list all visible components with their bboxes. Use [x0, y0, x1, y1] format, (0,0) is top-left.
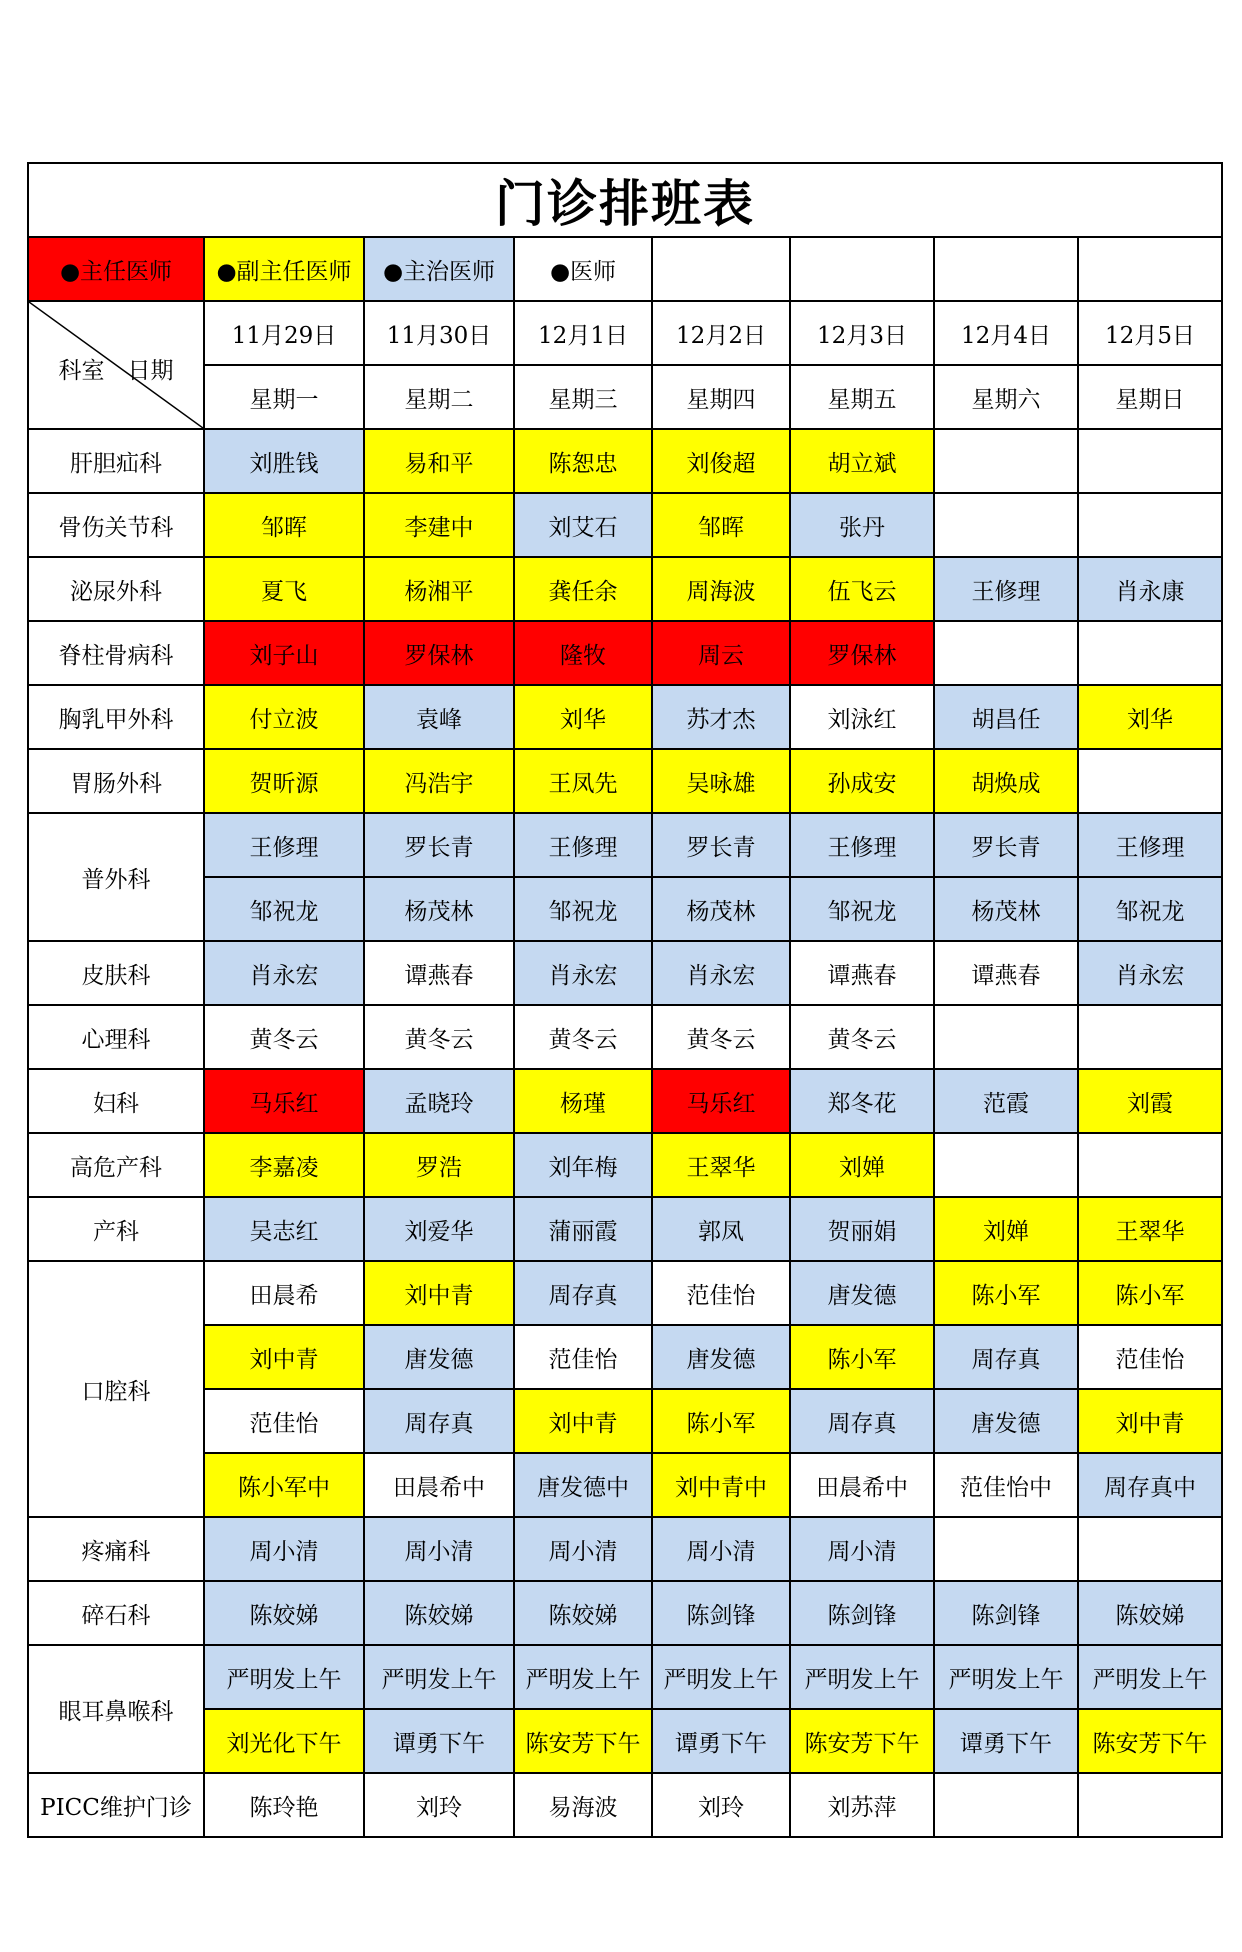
doctor-cell: 刘华 [1078, 685, 1222, 749]
doctor-cell: 周存真中 [1078, 1453, 1222, 1517]
doctor-cell: 陈玲艳 [204, 1773, 364, 1837]
date-header: 12月4日 [934, 301, 1078, 365]
doctor-cell: 马乐红 [652, 1069, 790, 1133]
doctor-cell: 刘中青中 [652, 1453, 790, 1517]
doctor-cell: 罗保林 [790, 621, 934, 685]
table-row [28, 1581, 1222, 1645]
doctor-cell: 肖永宏 [204, 941, 364, 1005]
doctor-cell: 黄冬云 [652, 1005, 790, 1069]
doctor-cell: 郭凤 [652, 1197, 790, 1261]
doctor-cell: 易海波 [514, 1773, 652, 1837]
department-name: 胃肠外科 [28, 749, 204, 813]
doctor-cell: 严明发上午 [364, 1645, 514, 1709]
legend-item: ●主任医师 [28, 237, 204, 301]
doctor-cell: 陈小军 [652, 1389, 790, 1453]
date-header: 12月3日 [790, 301, 934, 365]
doctor-cell: 黄冬云 [790, 1005, 934, 1069]
doctor-cell: 陈小军 [934, 1261, 1078, 1325]
doctor-cell [934, 429, 1078, 493]
doctor-cell: 陈剑锋 [790, 1581, 934, 1645]
doctor-cell: 刘婵 [790, 1133, 934, 1197]
doctor-cell: 邹晖 [652, 493, 790, 557]
table-row [28, 941, 1222, 1005]
department-name: 脊柱骨病科 [28, 621, 204, 685]
table-row [28, 1773, 1222, 1837]
doctor-cell [934, 1005, 1078, 1069]
legend-item: ●医师 [514, 237, 652, 301]
doctor-cell: 王修理 [934, 557, 1078, 621]
table-row [28, 1197, 1222, 1261]
table-row [28, 1069, 1222, 1133]
doctor-cell: 黄冬云 [514, 1005, 652, 1069]
weekday-header: 星期六 [934, 365, 1078, 429]
doctor-cell: 周小清 [364, 1517, 514, 1581]
department-name: 碎石科 [28, 1581, 204, 1645]
doctor-cell: 唐发德 [934, 1389, 1078, 1453]
date-row [28, 301, 1222, 365]
doctor-cell: 王修理 [204, 813, 364, 877]
legend-item: ●副主任医师 [204, 237, 364, 301]
table-row [28, 1453, 1222, 1517]
table-row [28, 557, 1222, 621]
doctor-cell: 王翠华 [652, 1133, 790, 1197]
weekday-row [28, 365, 1222, 429]
doctor-cell: 孙成安 [790, 749, 934, 813]
doctor-cell: 周小清 [204, 1517, 364, 1581]
doctor-cell [934, 1773, 1078, 1837]
doctor-cell: 陈小军 [790, 1325, 934, 1389]
legend-empty-cell [934, 237, 1078, 301]
table-row [28, 1645, 1222, 1709]
doctor-cell: 刘子山 [204, 621, 364, 685]
doctor-cell: 易和平 [364, 429, 514, 493]
doctor-cell: 伍飞云 [790, 557, 934, 621]
doctor-cell [1078, 1773, 1222, 1837]
doctor-cell: 罗长青 [934, 813, 1078, 877]
table-row [28, 1517, 1222, 1581]
doctor-cell: 肖永宏 [1078, 941, 1222, 1005]
doctor-cell: 贺昕源 [204, 749, 364, 813]
legend-item: ●主治医师 [364, 237, 514, 301]
table-row [28, 1325, 1222, 1389]
doctor-cell: 邹晖 [204, 493, 364, 557]
doctor-cell: 周云 [652, 621, 790, 685]
doctor-cell: 谭勇下午 [934, 1709, 1078, 1773]
table-row [28, 877, 1222, 941]
page-title: 门诊排班表 [28, 163, 1222, 237]
department-name: 产科 [28, 1197, 204, 1261]
doctor-cell: 陈姣娣 [364, 1581, 514, 1645]
department-name: 骨伤关节科 [28, 493, 204, 557]
department-name: 泌尿外科 [28, 557, 204, 621]
doctor-cell: 刘年梅 [514, 1133, 652, 1197]
doctor-cell: 吴咏雄 [652, 749, 790, 813]
doctor-cell: 周存真 [790, 1389, 934, 1453]
doctor-cell: 陈安芳下午 [790, 1709, 934, 1773]
doctor-cell: 陈姣娣 [1078, 1581, 1222, 1645]
doctor-cell: 吴志红 [204, 1197, 364, 1261]
doctor-cell: 周小清 [514, 1517, 652, 1581]
doctor-cell: 周存真 [364, 1389, 514, 1453]
date-header: 12月5日 [1078, 301, 1222, 365]
doctor-cell: 肖永康 [1078, 557, 1222, 621]
doctor-cell: 严明发上午 [204, 1645, 364, 1709]
doctor-cell: 陈小军中 [204, 1453, 364, 1517]
doctor-cell: 孟晓玲 [364, 1069, 514, 1133]
table-row [28, 1389, 1222, 1453]
department-name: 胸乳甲外科 [28, 685, 204, 749]
doctor-cell: 蒲丽霞 [514, 1197, 652, 1261]
doctor-cell: 刘中青 [364, 1261, 514, 1325]
doctor-cell: 陈安芳下午 [1078, 1709, 1222, 1773]
date-header: 12月1日 [514, 301, 652, 365]
doctor-cell: 邹祝龙 [1078, 877, 1222, 941]
weekday-header: 星期四 [652, 365, 790, 429]
doctor-cell: 范霞 [934, 1069, 1078, 1133]
doctor-cell [934, 1517, 1078, 1581]
date-header: 11月29日 [204, 301, 364, 365]
date-header: 11月30日 [364, 301, 514, 365]
doctor-cell: 袁峰 [364, 685, 514, 749]
doctor-cell: 王修理 [790, 813, 934, 877]
doctor-cell: 付立波 [204, 685, 364, 749]
legend-row [28, 237, 1222, 301]
doctor-cell [1078, 493, 1222, 557]
doctor-cell: 刘苏萍 [790, 1773, 934, 1837]
doctor-cell: 胡焕成 [934, 749, 1078, 813]
doctor-cell: 杨茂林 [364, 877, 514, 941]
table-row [28, 813, 1222, 877]
doctor-cell: 唐发德 [790, 1261, 934, 1325]
table-row [28, 493, 1222, 557]
doctor-cell: 陈安芳下午 [514, 1709, 652, 1773]
weekday-header: 星期日 [1078, 365, 1222, 429]
doctor-cell: 刘中青 [204, 1325, 364, 1389]
doctor-cell: 黄冬云 [204, 1005, 364, 1069]
table-row [28, 1261, 1222, 1325]
doctor-cell: 邹祝龙 [514, 877, 652, 941]
weekday-header: 星期二 [364, 365, 514, 429]
legend-empty-cell [790, 237, 934, 301]
doctor-cell: 罗长青 [364, 813, 514, 877]
doctor-cell: 罗保林 [364, 621, 514, 685]
doctor-cell: 陈恕忠 [514, 429, 652, 493]
doctor-cell: 刘玲 [364, 1773, 514, 1837]
doctor-cell: 贺丽娟 [790, 1197, 934, 1261]
doctor-cell: 王凤先 [514, 749, 652, 813]
doctor-cell: 周存真 [514, 1261, 652, 1325]
department-name: 普外科 [28, 813, 204, 941]
doctor-cell: 周小清 [652, 1517, 790, 1581]
doctor-cell: 黄冬云 [364, 1005, 514, 1069]
doctor-cell [934, 1133, 1078, 1197]
doctor-cell: 范佳怡中 [934, 1453, 1078, 1517]
doctor-cell: 杨茂林 [652, 877, 790, 941]
schedule-table [27, 162, 1223, 1838]
doctor-cell: 田晨希 [204, 1261, 364, 1325]
department-name: 口腔科 [28, 1261, 204, 1517]
doctor-cell [1078, 749, 1222, 813]
doctor-cell: 胡立斌 [790, 429, 934, 493]
doctor-cell: 周海波 [652, 557, 790, 621]
doctor-cell: 刘中青 [514, 1389, 652, 1453]
doctor-cell: 周小清 [790, 1517, 934, 1581]
doctor-cell: 肖永宏 [514, 941, 652, 1005]
doctor-cell [1078, 1517, 1222, 1581]
doctor-cell [1078, 1133, 1222, 1197]
table-row [28, 1005, 1222, 1069]
doctor-cell: 罗浩 [364, 1133, 514, 1197]
corner-label: 科室 日期 [58, 358, 174, 384]
department-name: 疼痛科 [28, 1517, 204, 1581]
doctor-cell [934, 621, 1078, 685]
legend-empty-cell [1078, 237, 1222, 301]
table-row [28, 749, 1222, 813]
doctor-cell: 谭勇下午 [364, 1709, 514, 1773]
doctor-cell: 陈剑锋 [652, 1581, 790, 1645]
doctor-cell: 隆牧 [514, 621, 652, 685]
doctor-cell: 肖永宏 [652, 941, 790, 1005]
department-name: 心理科 [28, 1005, 204, 1069]
department-name: 妇科 [28, 1069, 204, 1133]
doctor-cell: 刘胜钱 [204, 429, 364, 493]
doctor-cell: 刘艾石 [514, 493, 652, 557]
department-name: 肝胆疝科 [28, 429, 204, 493]
doctor-cell [934, 493, 1078, 557]
doctor-cell: 刘俊超 [652, 429, 790, 493]
doctor-cell: 龚任余 [514, 557, 652, 621]
doctor-cell: 范佳怡 [514, 1325, 652, 1389]
doctor-cell: 范佳怡 [652, 1261, 790, 1325]
doctor-cell: 谭燕春 [790, 941, 934, 1005]
weekday-header: 星期三 [514, 365, 652, 429]
doctor-cell: 胡昌任 [934, 685, 1078, 749]
doctor-cell: 邹祝龙 [204, 877, 364, 941]
doctor-cell: 严明发上午 [790, 1645, 934, 1709]
department-name: 皮肤科 [28, 941, 204, 1005]
table-row [28, 1133, 1222, 1197]
doctor-cell: 刘泳红 [790, 685, 934, 749]
doctor-cell: 罗长青 [652, 813, 790, 877]
doctor-cell [1078, 429, 1222, 493]
doctor-cell: 刘爱华 [364, 1197, 514, 1261]
weekday-header: 星期五 [790, 365, 934, 429]
doctor-cell: 唐发德 [652, 1325, 790, 1389]
doctor-cell: 周存真 [934, 1325, 1078, 1389]
doctor-cell: 马乐红 [204, 1069, 364, 1133]
doctor-cell: 范佳怡 [1078, 1325, 1222, 1389]
doctor-cell: 刘婵 [934, 1197, 1078, 1261]
table-row [28, 429, 1222, 493]
doctor-cell: 陈小军 [1078, 1261, 1222, 1325]
corner-header [28, 301, 204, 429]
doctor-cell: 李嘉凌 [204, 1133, 364, 1197]
doctor-cell: 唐发德 [364, 1325, 514, 1389]
table-row [28, 685, 1222, 749]
doctor-cell: 夏飞 [204, 557, 364, 621]
doctor-cell: 李建中 [364, 493, 514, 557]
doctor-cell: 陈姣娣 [204, 1581, 364, 1645]
doctor-cell: 刘中青 [1078, 1389, 1222, 1453]
doctor-cell: 王翠华 [1078, 1197, 1222, 1261]
doctor-cell: 王修理 [1078, 813, 1222, 877]
weekday-header: 星期一 [204, 365, 364, 429]
doctor-cell: 严明发上午 [514, 1645, 652, 1709]
doctor-cell: 杨湘平 [364, 557, 514, 621]
date-header: 12月2日 [652, 301, 790, 365]
doctor-cell: 严明发上午 [652, 1645, 790, 1709]
doctor-cell: 冯浩宇 [364, 749, 514, 813]
doctor-cell [1078, 1005, 1222, 1069]
table-row [28, 621, 1222, 685]
doctor-cell: 刘光化下午 [204, 1709, 364, 1773]
doctor-cell: 谭勇下午 [652, 1709, 790, 1773]
doctor-cell: 田晨希中 [364, 1453, 514, 1517]
doctor-cell: 杨茂林 [934, 877, 1078, 941]
doctor-cell: 陈姣娣 [514, 1581, 652, 1645]
doctor-cell: 王修理 [514, 813, 652, 877]
doctor-cell: 郑冬花 [790, 1069, 934, 1133]
table-row [28, 1709, 1222, 1773]
doctor-cell: 张丹 [790, 493, 934, 557]
doctor-cell: 邹祝龙 [790, 877, 934, 941]
doctor-cell: 杨瑾 [514, 1069, 652, 1133]
doctor-cell: 严明发上午 [934, 1645, 1078, 1709]
doctor-cell: 苏才杰 [652, 685, 790, 749]
doctor-cell: 严明发上午 [1078, 1645, 1222, 1709]
doctor-cell: 刘霞 [1078, 1069, 1222, 1133]
doctor-cell: 陈剑锋 [934, 1581, 1078, 1645]
doctor-cell: 范佳怡 [204, 1389, 364, 1453]
department-name: PICC维护门诊 [28, 1773, 204, 1837]
legend-empty-cell [652, 237, 790, 301]
doctor-cell: 谭燕春 [934, 941, 1078, 1005]
doctor-cell: 唐发德中 [514, 1453, 652, 1517]
department-name: 高危产科 [28, 1133, 204, 1197]
doctor-cell: 刘华 [514, 685, 652, 749]
doctor-cell [1078, 621, 1222, 685]
doctor-cell: 田晨希中 [790, 1453, 934, 1517]
department-name: 眼耳鼻喉科 [28, 1645, 204, 1773]
doctor-cell: 刘玲 [652, 1773, 790, 1837]
doctor-cell: 谭燕春 [364, 941, 514, 1005]
